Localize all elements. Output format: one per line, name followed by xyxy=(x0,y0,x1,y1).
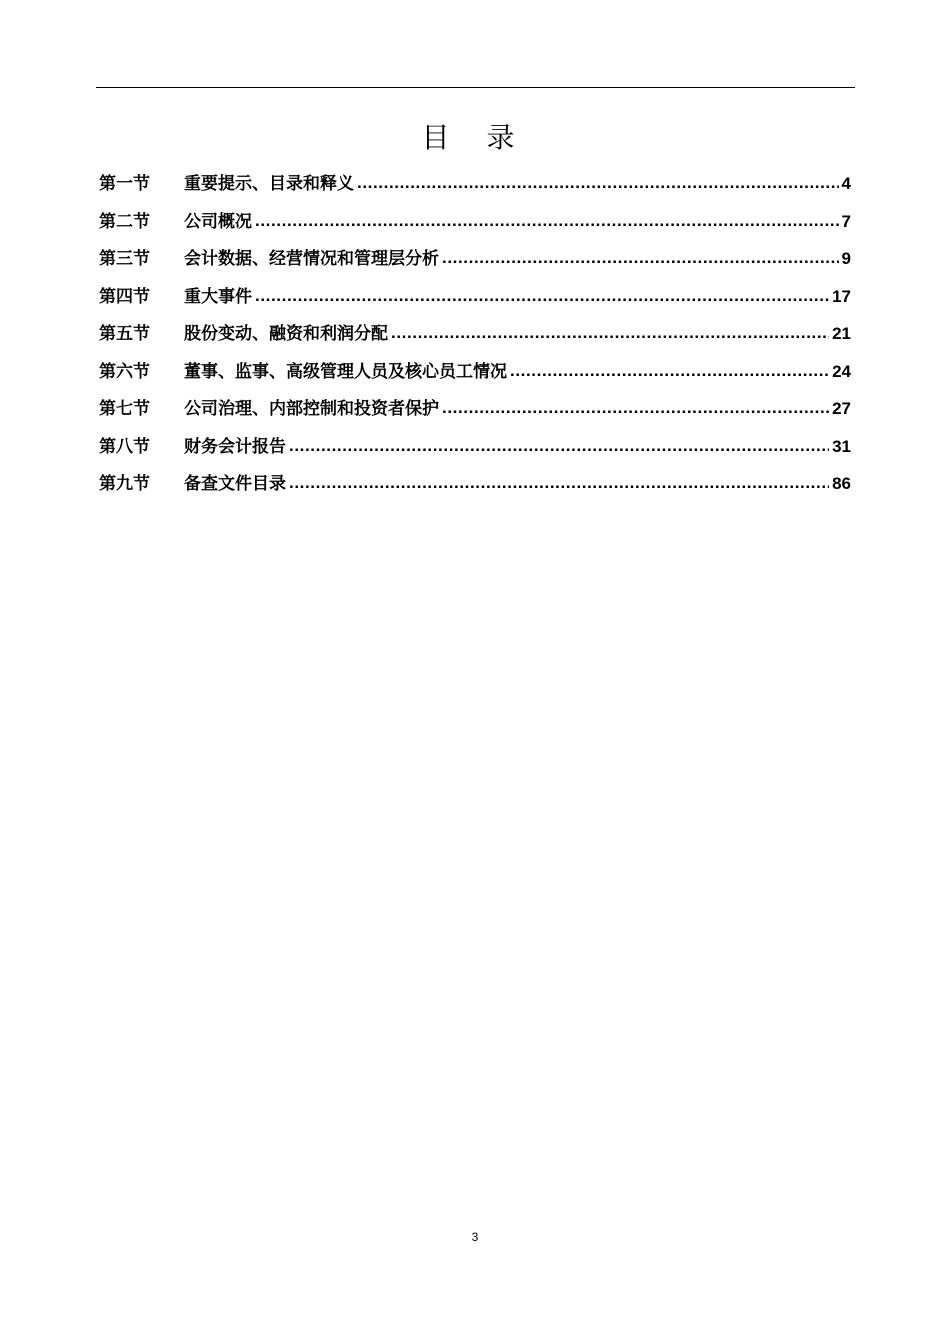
toc-entry-1[interactable] xyxy=(99,165,851,203)
toc-page-number: 21 xyxy=(832,324,851,343)
toc-page-number: 31 xyxy=(832,436,851,456)
toc-title: 目 录 xyxy=(421,121,529,154)
toc-section-label: 第五节 xyxy=(99,324,150,344)
toc-page-number: 24 xyxy=(832,361,851,381)
toc-entry-title: 会计数据、经营情况和管理层分析 xyxy=(184,249,439,269)
toc-page-number: 27 xyxy=(832,399,851,418)
toc-page-number: 4 xyxy=(841,174,851,193)
toc-dot-leader xyxy=(442,239,839,277)
page-number: 3 xyxy=(471,1230,479,1244)
toc-page-number: 17 xyxy=(832,286,851,306)
toc-entry-title: 董事、监事、高级管理人员及核心员工情况 xyxy=(184,361,507,382)
toc-entry-title: 公司概况 xyxy=(184,211,252,232)
header-rule xyxy=(96,87,855,88)
toc-entry-7[interactable] xyxy=(99,390,851,428)
toc-entry-5[interactable] xyxy=(99,315,851,353)
toc-section-label: 第四节 xyxy=(99,286,150,307)
toc-dot-leader xyxy=(357,164,839,202)
toc-section-label: 第七节 xyxy=(99,399,150,419)
toc-entry-title: 重大事件 xyxy=(184,286,252,307)
toc-dot-leader xyxy=(289,464,829,502)
toc-dot-leader xyxy=(442,389,829,427)
toc-entry-9[interactable] xyxy=(99,465,851,503)
toc-section-label: 第八节 xyxy=(99,436,150,457)
toc-dot-leader xyxy=(510,352,829,390)
toc-page-number: 9 xyxy=(841,249,851,268)
toc-dot-leader xyxy=(391,314,829,352)
toc-page-number: 86 xyxy=(832,474,851,493)
toc-entry-4[interactable] xyxy=(99,278,851,316)
toc-list xyxy=(99,165,851,503)
toc-entry-title: 公司治理、内部控制和投资者保护 xyxy=(184,399,439,419)
toc-entry-title: 股份变动、融资和利润分配 xyxy=(184,324,388,344)
toc-section-label: 第六节 xyxy=(99,361,150,382)
toc-section-label: 第二节 xyxy=(99,211,150,232)
toc-section-label: 第三节 xyxy=(99,249,150,269)
toc-entry-title: 重要提示、目录和释义 xyxy=(184,174,354,194)
toc-page-number: 7 xyxy=(841,211,851,231)
toc-section-label: 第九节 xyxy=(99,474,150,494)
toc-entry-2[interactable] xyxy=(99,203,851,241)
toc-entry-6[interactable] xyxy=(99,353,851,391)
toc-section-label: 第一节 xyxy=(99,174,150,194)
toc-entry-title: 备查文件目录 xyxy=(184,474,286,494)
toc-entry-8[interactable] xyxy=(99,428,851,466)
toc-dot-leader xyxy=(255,202,839,240)
toc-entry-title: 财务会计报告 xyxy=(184,436,286,457)
toc-entry-3[interactable] xyxy=(99,240,851,278)
toc-dot-leader xyxy=(289,427,829,465)
toc-dot-leader xyxy=(255,277,829,315)
